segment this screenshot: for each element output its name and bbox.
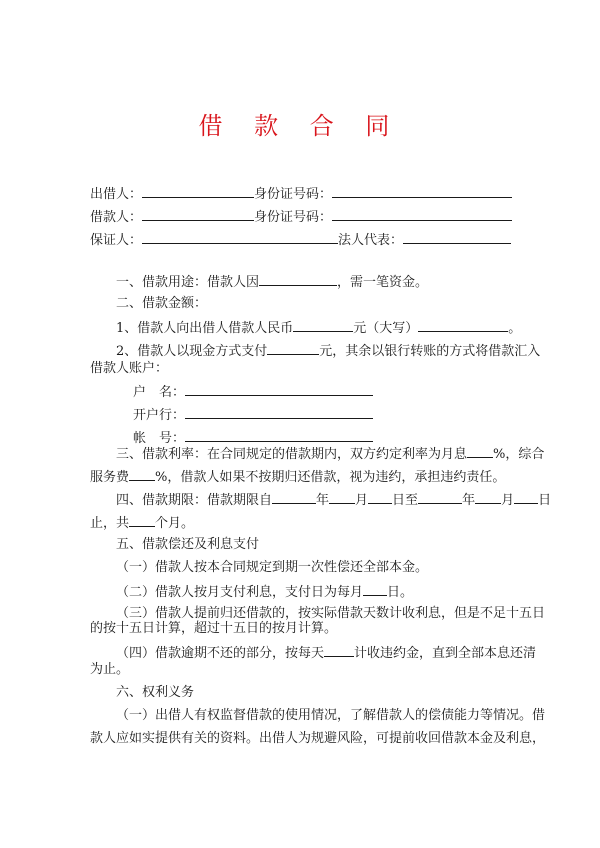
repayment-item-3b: 的按十五日计算，超过十五日的按月计算。 <box>90 621 338 636</box>
term-line-2 <box>90 513 194 533</box>
rate-text-end: %，综合 <box>493 447 545 462</box>
repayment-item-2 <box>116 582 413 602</box>
amount-text: 1、借款人向出借人借款人民币 <box>116 321 294 336</box>
rate-line-2 <box>90 467 505 487</box>
cash-text-end: 元，其余以银行转账的方式将借款汇入 <box>319 344 541 359</box>
section-amount-heading: 二、借款金额： <box>116 296 208 311</box>
month-label: 月 <box>355 493 369 508</box>
day-to-label: 日至 <box>392 493 419 508</box>
start-year-field[interactable] <box>272 490 316 504</box>
end-day-field[interactable] <box>514 490 538 504</box>
amount-line-1 <box>116 318 521 338</box>
repayment-item-1: （一）借款人按本合同规定到期一次性偿还全部本金。 <box>116 560 429 575</box>
end-year-field[interactable] <box>418 490 462 504</box>
term-total-end: 个月。 <box>155 516 195 531</box>
lender-id-field[interactable] <box>332 184 512 198</box>
term-text: 四、借款期限：借款期限自 <box>116 493 273 508</box>
account-bank-field[interactable] <box>185 405 373 419</box>
borrower-id-field[interactable] <box>332 207 512 221</box>
amount-line-2 <box>116 341 540 361</box>
account-name-field[interactable] <box>185 382 373 396</box>
amount-figures-field[interactable] <box>293 318 353 332</box>
legal-rep-label: 法人代表： <box>338 233 404 248</box>
account-number-field[interactable] <box>185 428 373 442</box>
account-bank-label: 开户行： <box>133 408 186 423</box>
interest-day-end: 日。 <box>387 585 414 600</box>
term-months-field[interactable] <box>129 513 155 527</box>
account-name-row <box>133 382 373 402</box>
purpose-field[interactable] <box>259 272 337 286</box>
lender-label: 出借人： <box>90 187 143 202</box>
amount-line-3: 借款人账户： <box>90 361 169 376</box>
amount-text-mid: 元（大写） <box>353 321 419 336</box>
cash-amount-field[interactable] <box>267 341 319 355</box>
lender-name-field[interactable] <box>142 184 254 198</box>
start-month-field[interactable] <box>329 490 355 504</box>
repayment-item-4b: 为止。 <box>90 662 130 677</box>
end-month-field[interactable] <box>475 490 501 504</box>
borrower-id-label: 身份证号码： <box>254 210 333 225</box>
monthly-rate-field[interactable] <box>467 444 493 458</box>
interest-day-field[interactable] <box>363 582 387 596</box>
rights-item-1b: 款人应如实提供有关的资料。出借人为规避风险，可提前收回借款本金及利息， <box>90 731 546 746</box>
term-total-text: 止，共 <box>90 516 130 531</box>
account-name-label: 户 名： <box>133 385 186 400</box>
start-day-field[interactable] <box>368 490 392 504</box>
term-line-1 <box>116 490 551 510</box>
repayment-item-3a: （三）借款人提前归还借款的，按实际借款天数计收利息，但是不足十五日 <box>116 606 546 621</box>
fee-text-end: %，借款人如果不按期归还借款，视为违约，承担违约责任。 <box>155 470 506 485</box>
service-fee-field[interactable] <box>129 467 155 481</box>
guarantor-field[interactable] <box>142 230 338 244</box>
cash-text: 2、借款人以现金方式支付 <box>116 344 268 359</box>
rights-item-1a: （一）出借人有权监督借款的使用情况，了解借款人的偿债能力等情况。借 <box>116 708 546 723</box>
guarantor-row <box>90 230 511 250</box>
borrower-label: 借款人： <box>90 210 143 225</box>
fee-text: 服务费 <box>90 470 130 485</box>
legal-rep-field[interactable] <box>403 230 511 244</box>
month-label: 月 <box>501 493 515 508</box>
amount-words-field[interactable] <box>418 318 508 332</box>
contract-title: 借 款 合 同 <box>198 112 402 140</box>
year-label: 年 <box>316 493 330 508</box>
amount-text-end: 。 <box>508 321 522 336</box>
section-rights-heading: 六、权利义务 <box>116 685 195 700</box>
year-label: 年 <box>462 493 476 508</box>
penalty-text: （四）借款逾期不还的部分，按每天 <box>116 646 325 661</box>
day-label: 日 <box>538 493 552 508</box>
borrower-name-field[interactable] <box>142 207 254 221</box>
guarantor-label: 保证人： <box>90 233 143 248</box>
purpose-text: 一、借款用途：借款人因 <box>116 275 260 290</box>
purpose-text-end: ，需一笔资金。 <box>337 275 429 290</box>
account-number-label: 帐 号： <box>133 431 186 446</box>
borrower-row <box>90 207 512 227</box>
interest-day-text: （二）借款人按月支付利息，支付日为每月 <box>116 585 364 600</box>
rate-line-1 <box>116 444 544 464</box>
lender-row <box>90 184 512 204</box>
penalty-field[interactable] <box>324 643 354 657</box>
repayment-item-4a <box>116 643 536 663</box>
section-purpose <box>116 272 428 292</box>
lender-id-label: 身份证号码： <box>254 187 333 202</box>
account-bank-row <box>133 405 373 425</box>
penalty-text-end: 计收违约金，直到全部本息还清 <box>354 646 537 661</box>
section-repayment-heading: 五、借款偿还及利息支付 <box>116 537 260 552</box>
rate-text: 三、借款利率：在合同规定的借款期内，双方约定利率为月息 <box>116 447 468 462</box>
